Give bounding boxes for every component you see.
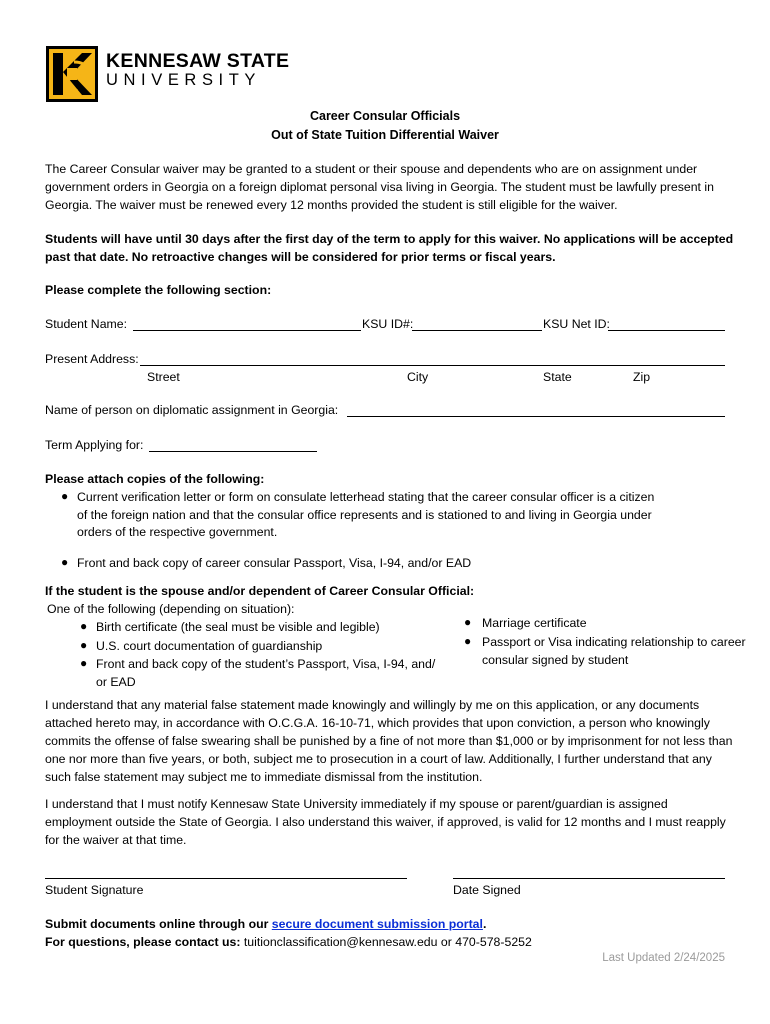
ksu-id-label: KSU ID#: — [362, 317, 414, 331]
attach-item1-line2: of the foreign nation and that the consular office represents and is stationed to and living in Georgia under — [77, 508, 652, 522]
attach-item1-line3: orders of the respective government. — [77, 525, 278, 539]
submission-portal-link[interactable]: secure document submission portal — [271, 917, 483, 931]
contact-info: tuitionclassification@kennesaw.edu or 470-578-5252 — [240, 935, 532, 949]
logo-name-line2: UNIVERSITY — [106, 71, 262, 89]
attestation-false-statement: I understand that any material false statement made knowingly and willingly by me on this application, or any documents attached hereto may, in accordance with O.C.G.A. 16-10-71, which provides that upon conviction, a person who knowingly commits the offense of false swearing shall be punished by a fine of not more than $1,000 or by imprisonment for not less than one nor more than five years, or both, subject me to prosecution in a court of law. Additionally, I further understand that any such false statement may subject me to immediate dismissal from the institution. — [45, 698, 733, 784]
attach-item2: Front and back copy of career consular Passport, Visa, I-94, and/or EAD — [77, 556, 472, 570]
ksu-logo — [46, 44, 306, 104]
student-name-field[interactable] — [133, 330, 361, 331]
attestation-notify: I understand that I must notify Kennesaw State University immediately if my spouse or parent/guardian is assigned employment outside the State of Georgia. I also understand this waiver, if approved, is valid for 12 months and I must reapply for the waiver at that time. — [45, 797, 726, 847]
bullet-icon: ● — [80, 656, 88, 670]
student-signature-field[interactable] — [45, 878, 407, 879]
net-id-label: KSU Net ID: — [543, 317, 610, 331]
city-label: City — [407, 370, 429, 384]
submit-suffix: . — [482, 917, 487, 931]
term-field[interactable] — [149, 451, 317, 452]
address-field[interactable] — [140, 365, 725, 366]
questions-label: For questions, please contact us: — [45, 935, 241, 949]
street-label: Street — [147, 370, 180, 384]
student-name-label: Student Name: — [45, 317, 128, 331]
attach-item1-line1: Current verification letter or form on consulate letterhead stating that the career consular officer is a citizen — [77, 490, 655, 504]
bullet-icon: ● — [464, 615, 472, 629]
bullet-icon: ● — [61, 555, 69, 569]
spouse-left-item3-line2: or EAD — [96, 675, 136, 689]
date-signed-label: Date Signed — [453, 883, 521, 897]
spouse-heading: If the student is the spouse and/or dependent of Career Consular Official: — [45, 584, 475, 598]
bullet-icon: ● — [464, 634, 472, 648]
spouse-subheading: One of the following (depending on situation): — [47, 602, 295, 616]
bullet-icon: ● — [80, 619, 88, 633]
spouse-right-item2-line2: consular signed by student — [482, 653, 629, 667]
term-label: Term Applying for: — [45, 438, 144, 452]
intro-paragraph: The Career Consular waiver may be granted to a student or their spouse and dependents who are on assignment under government orders in Georgia on a foreign diplomat personal visa living in Georgia. The student must be lawfully present in Georgia. The waiver must be renewed every 12 months provided the student is still eligible for the waiver. — [45, 162, 714, 212]
bullet-icon: ● — [80, 638, 88, 652]
ksu-id-field[interactable] — [412, 330, 542, 331]
address-label: Present Address: — [45, 352, 139, 366]
state-label: State — [543, 370, 572, 384]
diplomat-name-field[interactable] — [347, 416, 725, 417]
deadline-paragraph: Students will have until 30 days after the first day of the term to apply for this waiver. No applications will be accepted past that date. No retroactive changes will be considered for prior terms or fiscal years. — [45, 232, 734, 264]
last-updated: Last Updated 2/24/2025 — [602, 952, 725, 964]
spouse-left-item1: Birth certificate (the seal must be visible and legible) — [96, 620, 380, 634]
spouse-left-item3-line1: Front and back copy of the student’s Passport, Visa, I-94, and/ — [96, 657, 436, 671]
questions-line — [45, 935, 532, 949]
zip-label: Zip — [633, 370, 651, 384]
bullet-icon: ● — [61, 489, 69, 503]
submit-line — [45, 917, 486, 931]
ksu-emblem-icon — [46, 46, 98, 102]
spouse-left-item2: U.S. court documentation of guardianship — [96, 639, 323, 653]
title-line1: Career Consular Officials — [309, 109, 461, 123]
student-signature-label: Student Signature — [45, 883, 144, 897]
spouse-right-item2-line1: Passport or Visa indicating relationship to career — [482, 635, 746, 649]
date-signed-field[interactable] — [453, 878, 725, 879]
net-id-field[interactable] — [608, 330, 725, 331]
form-heading: Please complete the following section: — [45, 283, 272, 297]
title-line2: Out of State Tuition Differential Waiver — [271, 128, 499, 142]
submit-prefix: Submit documents online through our — [45, 917, 272, 931]
attach-heading: Please attach copies of the following: — [45, 472, 265, 486]
diplomat-name-label: Name of person on diplomatic assignment in Georgia: — [45, 403, 339, 417]
logo-name-line1: KENNESAW STATE — [106, 50, 290, 72]
spouse-right-item1: Marriage certificate — [482, 616, 587, 630]
